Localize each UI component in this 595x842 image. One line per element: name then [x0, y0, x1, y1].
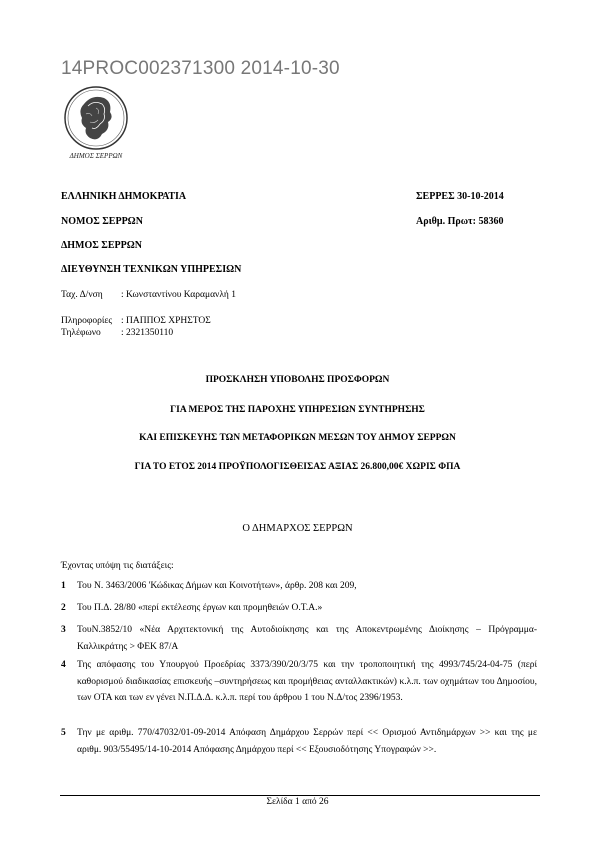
header-date: ΣΕΡΡΕΣ 30-10-2014	[416, 191, 504, 202]
footer-divider	[60, 795, 540, 796]
item-text: Της απόφασης του Υπουργού Προεδρίας 3373/390/20/3/75 και την τροποποιητική της 4993/745/24-04-75 (περί καθορισμού διαδικασίας επισκευής –συντηρήσεως και προμήθειας ανταλλακτικών) κ.λ.π. των οχημάτων του Δημοσίου, των ΟΤΑ και των εν γένει Ν.Π.Δ.Δ. κ.λ.π. περί του άρθρου 1 του Ν.Δ/τος 2396/1953.	[77, 660, 537, 703]
info-label: Πληροφορίες	[61, 316, 113, 326]
title-vehicles: ΚΑΙ ΕΠΙΣΚΕΥΗΣ ΤΩΝ ΜΕΤΑΦΟΡΙΚΩΝ ΜΕΣΩΝ ΤΟΥ ΔΗΜΟΥ ΣΕΡΡΩΝ	[139, 433, 456, 443]
document-id: 14PROC002371300 2014-10-30	[61, 58, 340, 79]
header-protocol: Αριθμ. Πρωτ: 58360	[416, 216, 504, 227]
item-number: 2	[61, 603, 66, 613]
page-number: Σελίδα 1 από 26	[266, 797, 329, 807]
phone-label: Τηλέφωνο	[61, 328, 101, 338]
item-number: 1	[61, 581, 66, 591]
intro-text: Έχοντας υπόψη τις διατάξεις:	[61, 561, 174, 571]
phone-value: : 2321350110	[121, 328, 174, 338]
info-value: : ΠΑΠΠΟΣ ΧΡΗΣΤΟΣ	[121, 316, 211, 326]
mayor-heading: Ο ΔΗΜΑΡΧΟΣ ΣΕΡΡΩΝ	[242, 523, 353, 534]
item-number: 5	[61, 728, 66, 738]
header-prefecture: ΝΟΜΟΣ ΣΕΡΡΩΝ	[61, 216, 143, 227]
header-country: ΕΛΛΗΝΙΚΗ ΔΗΜΟΚΡΑΤΙΑ	[61, 191, 187, 202]
item-text: Του Π.Δ. 28/80 «περί εκτέλεσης έργων και προμηθειών Ο.Τ.Α.»	[77, 603, 323, 613]
header-department: ΔΙΕΥΘΥΝΣΗ ΤΕΧΝΙΚΩΝ ΥΠΗΡΕΣΙΩΝ	[61, 264, 242, 275]
title-budget: ΓΙΑ ΤΟ ΕΤΟΣ 2014 ΠΡΟΫΠΟΛΟΓΙΣΘΕΙΣΑΣ ΑΞΙΑΣ 26.800,00€ ΧΩΡΙΣ ΦΠΑ	[134, 462, 461, 472]
address-label: Ταχ. Δ/νση	[61, 290, 103, 300]
logo-caption: ΔΗΜΟΣ ΣΕΡΡΩΝ	[69, 152, 123, 160]
item-text: Την με αριθμ. 770/47032/01-09-2014 Απόφαση Δημάρχου Σερρών περί << Ορισμού Αντιδημάρχων >> και της με αριθμ. 903/55495/14-10-2014 Απόφασης Δημάρχου περί << Εξουσιοδότησης Υπογραφών >>.	[77, 728, 537, 755]
item-text: Του Ν. 3463/2006 'Κώδικας Δήμων και Κοινοτήτων», άρθρ. 208 και 209,	[77, 581, 357, 591]
municipality-seal-logo	[62, 84, 130, 162]
header-municipality: ΔΗΜΟΣ ΣΕΡΡΩΝ	[61, 240, 142, 251]
item-number: 4	[61, 660, 66, 670]
item-number: 3	[61, 625, 66, 635]
address-value: : Κωνσταντίνου Καραμανλή 1	[121, 290, 236, 300]
title-services: ΓΙΑ ΜΕΡΟΣ ΤΗΣ ΠΑΡΟΧΗΣ ΥΠΗΡΕΣΙΩΝ ΣΥΝΤΗΡΗΣΗΣ	[170, 405, 425, 415]
title-invitation: ΠΡΟΣΚΛΗΣΗ ΥΠΟΒΟΛΗΣ ΠΡΟΣΦΟΡΩΝ	[205, 375, 390, 385]
item-text: ΤουΝ.3852/10 «Νέα Αρχιτεκτονική της Αυτοδιοίκησης και της Αποκεντρωμένης Διοίκησης – Πρόγραμμα- Καλλικράτης > ΦΕΚ 87/Α	[77, 625, 537, 652]
